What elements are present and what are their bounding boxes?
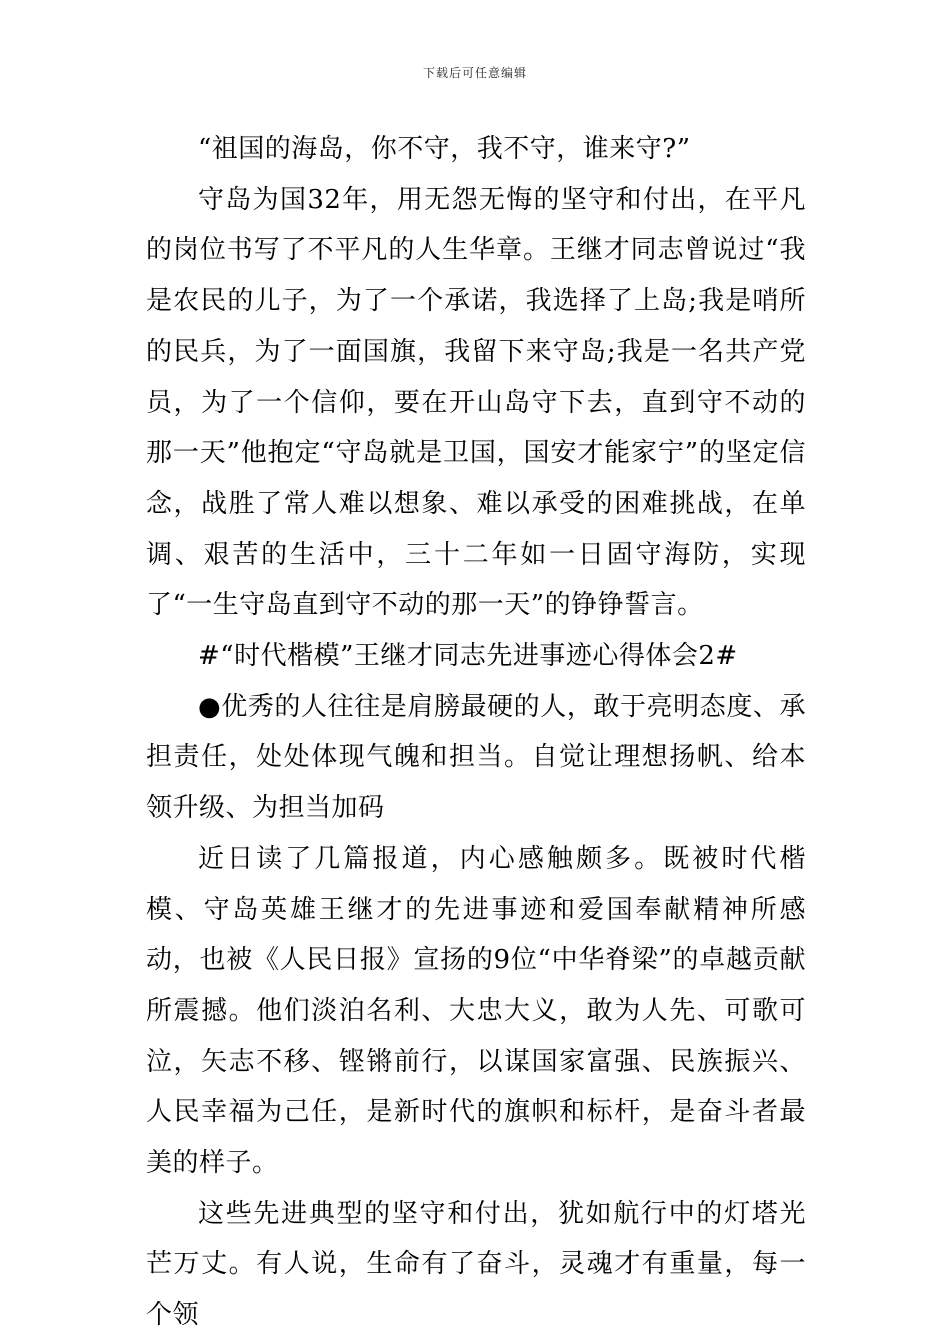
document-body xyxy=(146,124,806,1341)
section-heading: #“时代楷模”王继才同志先进事迹心得体会2# xyxy=(198,641,738,672)
paragraph-reflection: 近日读了几篇报道，内心感触颇多。既被时代楷模、守岛英雄王继才的先进事迹和爱国奉献精神所感动，也被《人民日报》宣扬的9位“中华脊梁”的卓越贡献所震撼。他们淡泊名利、大忠大义，敢为人先、可歌可泣，矢志不移、铿锵前行，以谋国家富强、民族振兴、人民幸福为己任，是新时代的旗帜和标杆，是奋斗者最美的样子。 xyxy=(146,843,806,1179)
paragraph-continuation: 这些先进典型的坚守和付出，犹如航行中的灯塔光芒万丈。有人说，生命有了奋斗，灵魂才有重量，每一个领 xyxy=(146,1198,806,1331)
paragraph-quote: “祖国的海岛，你不守，我不守，谁来守?” xyxy=(198,134,691,164)
paragraph-intro: 守岛为国32年，用无怨无悔的坚守和付出，在平凡的岗位书写了不平凡的人生华章。王继才同志曾说过“我是农民的儿子，为了一个承诺，我选择了上岛;我是哨所的民兵，为了一面国旗，我留下来守岛;我是一名共产党员，为了一个信仰，要在开山岛守下去，直到守不动的那一天”他抱定“守岛就是卫国，国安才能家宁”的坚定信念，战胜了常人难以想象、难以承受的困难挑战，在单调、艰苦的生活中，三十二年如一日固守海防，实现了“一生守岛直到守不动的那一天”的铮铮誓言。 xyxy=(146,184,806,621)
paragraph-bullet: ●优秀的人往往是肩膀最硬的人，敢于亮明态度、承担责任，处处体现气魄和担当。自觉让理想扬帆、给本领升级、为担当加码 xyxy=(146,691,806,824)
page-header: 下载后可任意编辑 xyxy=(422,66,527,80)
